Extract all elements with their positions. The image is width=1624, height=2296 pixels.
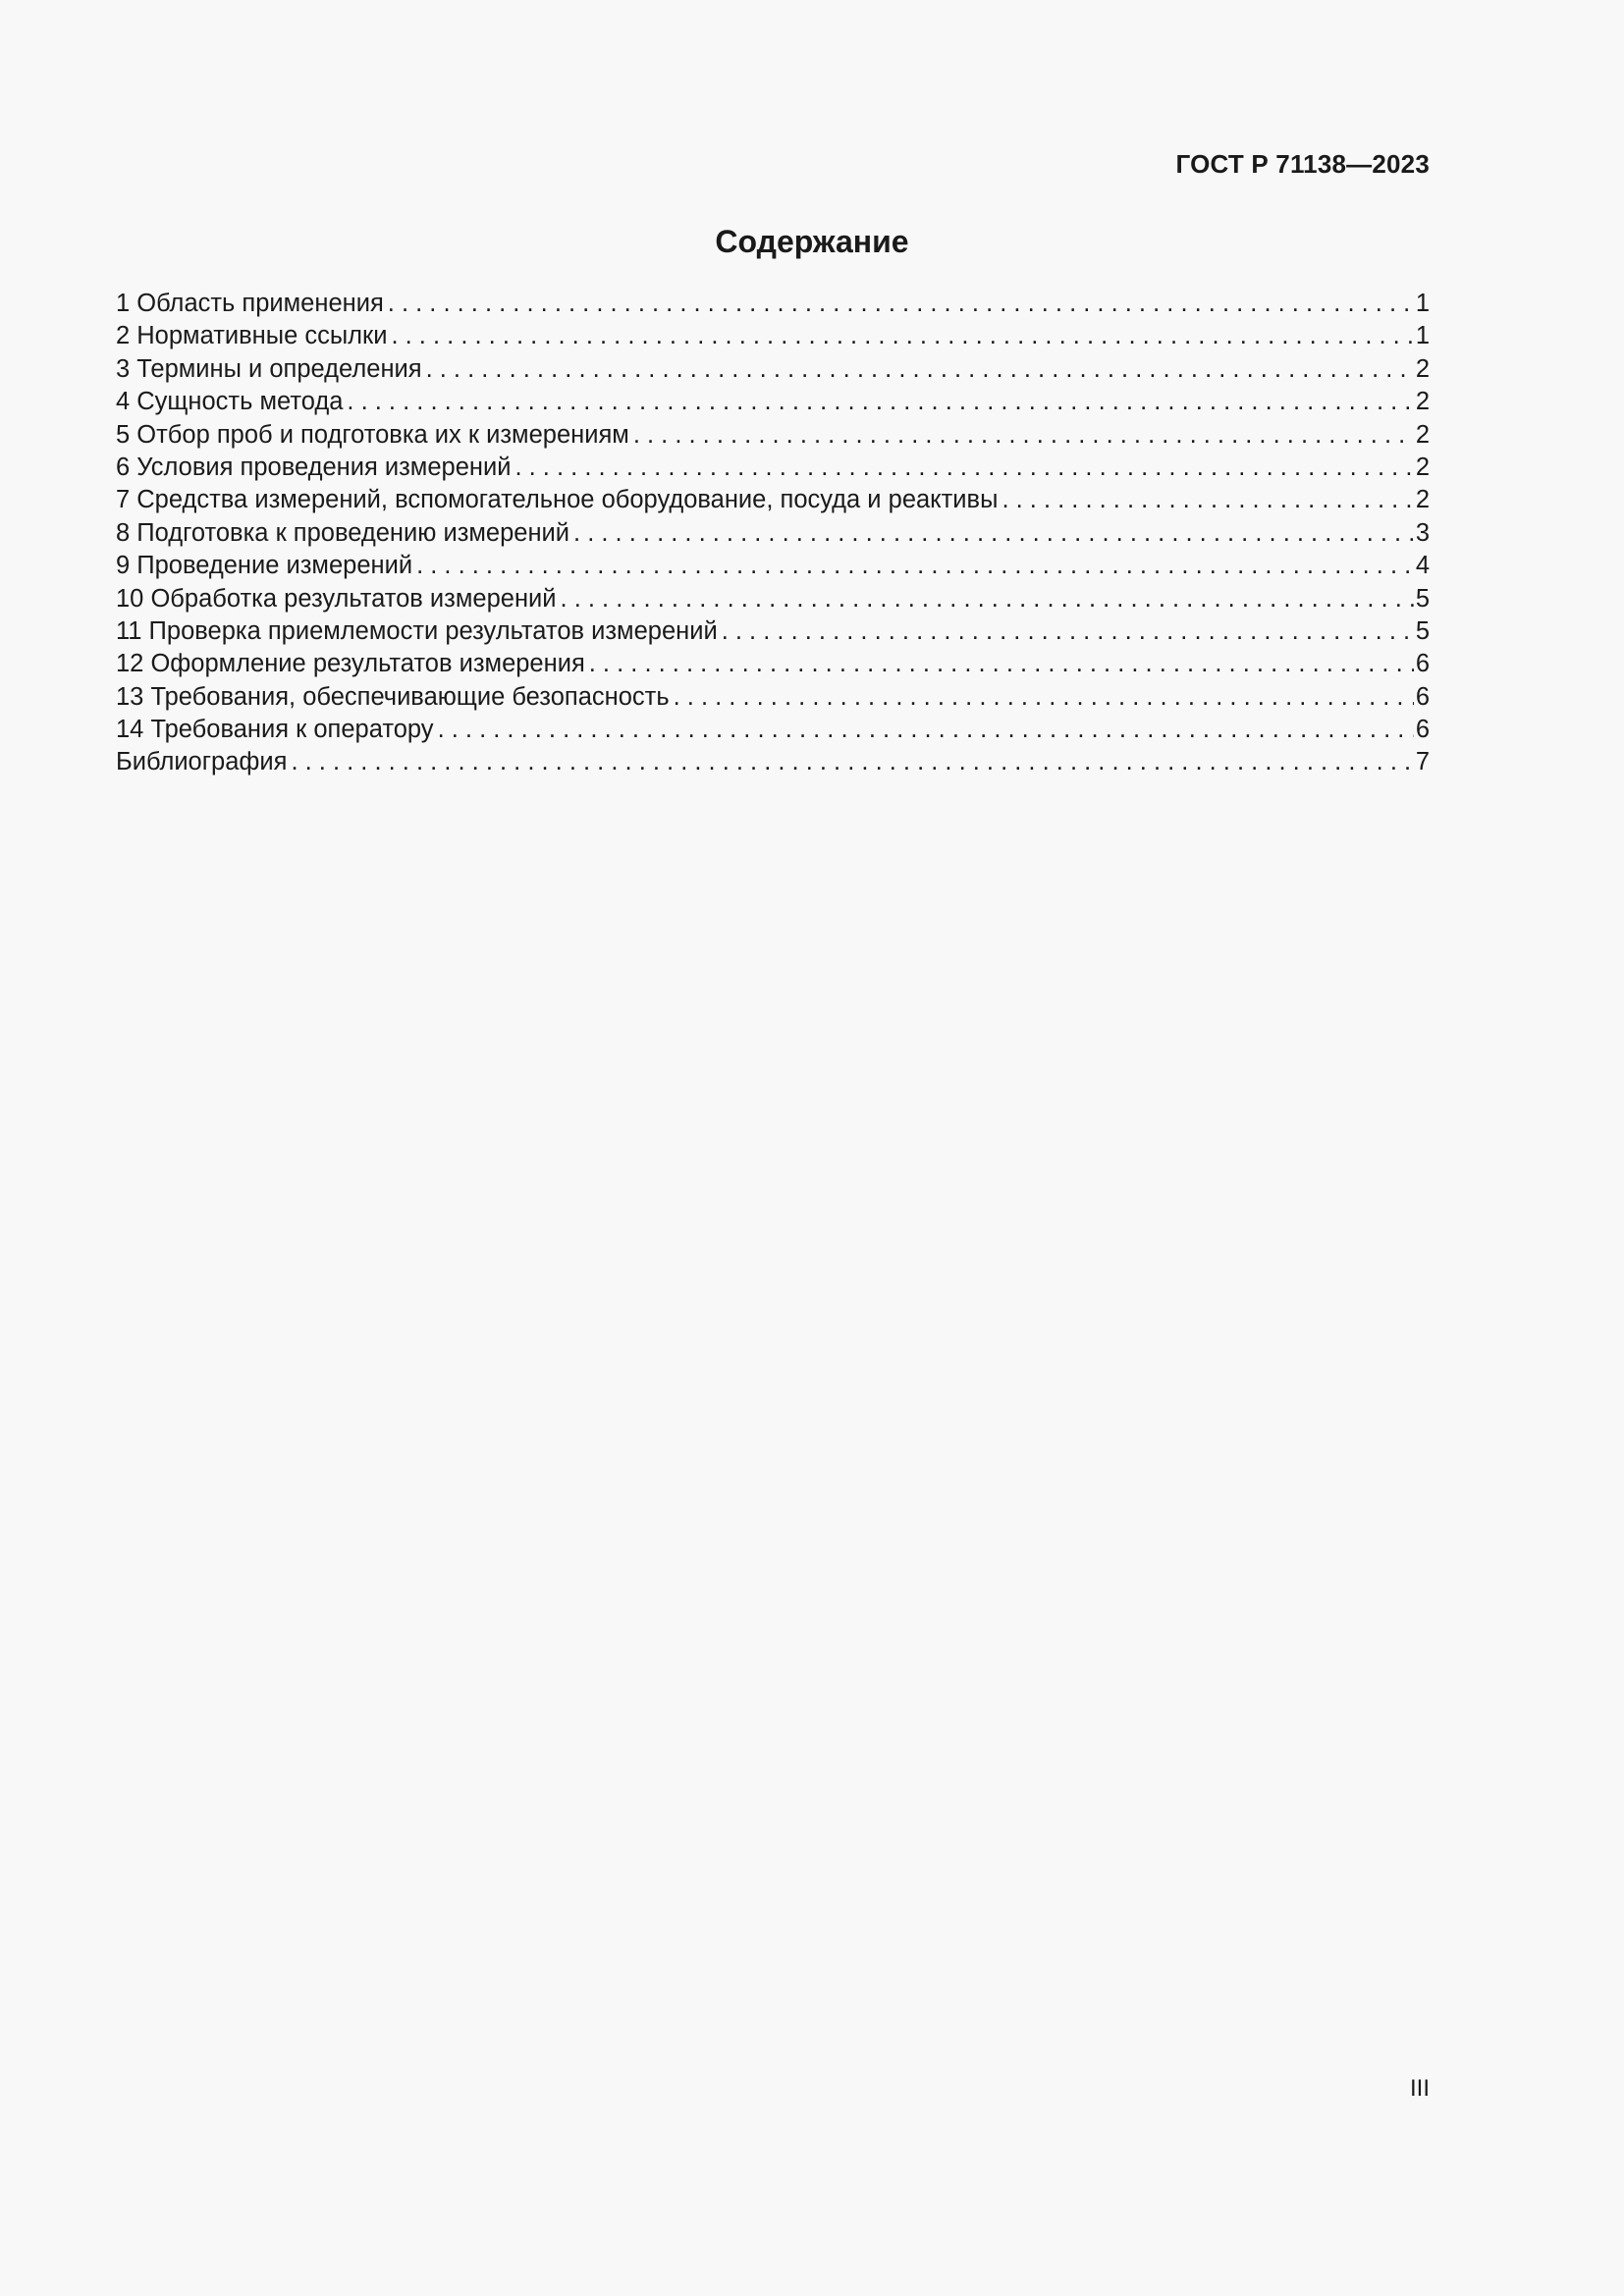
toc-entry-page: 2	[1415, 388, 1430, 416]
toc-entry-text: 2 Нормативные ссылки	[116, 322, 388, 350]
toc-entry-text: 6 Условия проведения измерений	[116, 453, 512, 481]
toc-entry-page: 4	[1415, 552, 1430, 580]
toc-entry-page: 5	[1415, 584, 1430, 613]
toc-entry-method-essence[interactable]	[116, 386, 1430, 418]
toc-entry-conducting-measurements[interactable]	[116, 550, 1430, 582]
toc-entry-page: 2	[1415, 420, 1430, 449]
document-standard-id: ГОСТ Р 71138—2023	[1175, 149, 1430, 179]
toc-dot-leader	[514, 452, 1413, 484]
toc-entry-normative-references[interactable]	[116, 320, 1430, 352]
toc-dot-leader	[391, 320, 1413, 352]
toc-entry-preparation[interactable]	[116, 517, 1430, 550]
toc-dot-leader	[674, 681, 1414, 714]
toc-dot-leader	[438, 714, 1414, 746]
toc-dot-leader	[589, 648, 1414, 680]
toc-entry-text: 3 Термины и определения	[116, 354, 422, 383]
toc-entry-page: 6	[1415, 650, 1430, 678]
table-of-contents	[116, 288, 1430, 779]
toc-entry-page: 1	[1415, 322, 1430, 350]
toc-dot-leader	[722, 615, 1414, 648]
toc-dot-leader	[291, 746, 1413, 778]
toc-dot-leader	[416, 550, 1414, 582]
toc-entry-scope[interactable]	[116, 288, 1430, 320]
toc-entry-terms-definitions[interactable]	[116, 353, 1430, 386]
toc-entry-results-registration[interactable]	[116, 648, 1430, 680]
toc-entry-acceptability-check[interactable]	[116, 615, 1430, 648]
toc-entry-text: 9 Проведение измерений	[116, 552, 413, 580]
toc-dot-leader	[573, 517, 1414, 550]
toc-entry-text: 13 Требования, обеспечивающие безопасность	[116, 682, 670, 711]
toc-dot-leader	[347, 386, 1413, 418]
page-number: III	[1409, 2075, 1430, 2102]
toc-entry-safety-requirements[interactable]	[116, 681, 1430, 714]
toc-entry-page: 6	[1415, 682, 1430, 711]
toc-entry-text: 11 Проверка приемлемости результатов измерений	[116, 616, 718, 645]
toc-dot-leader	[1001, 484, 1413, 516]
toc-entry-text: 12 Оформление результатов измерения	[116, 650, 585, 678]
toc-title: Содержание	[715, 224, 909, 259]
toc-entry-text: 8 Подготовка к проведению измерений	[116, 518, 570, 547]
toc-entry-measuring-instruments[interactable]	[116, 484, 1430, 516]
toc-entry-results-processing[interactable]	[116, 583, 1430, 615]
toc-entry-page: 2	[1415, 486, 1430, 514]
toc-entry-measurement-conditions[interactable]	[116, 452, 1430, 484]
toc-entry-text: 10 Обработка результатов измерений	[116, 584, 557, 613]
toc-entry-operator-requirements[interactable]	[116, 714, 1430, 746]
toc-entry-page: 5	[1415, 616, 1430, 645]
toc-entry-page: 2	[1415, 354, 1430, 383]
toc-entry-text: Библиография	[116, 748, 288, 776]
toc-entry-page: 3	[1415, 518, 1430, 547]
toc-entry-text: 14 Требования к оператору	[116, 716, 434, 744]
toc-entry-sampling[interactable]	[116, 419, 1430, 452]
toc-entry-page: 7	[1415, 748, 1430, 776]
toc-entry-page: 2	[1415, 453, 1430, 481]
toc-entry-page: 1	[1415, 290, 1430, 317]
toc-dot-leader	[426, 353, 1414, 386]
toc-entry-bibliography[interactable]	[116, 746, 1430, 778]
toc-dot-leader	[633, 419, 1414, 452]
toc-entry-text: 4 Сущность метода	[116, 388, 344, 416]
toc-entry-text: 1 Область применения	[116, 290, 384, 317]
toc-entry-text: 7 Средства измерений, вспомогательное оборудование, посуда и реактивы	[116, 486, 999, 514]
toc-dot-leader	[388, 288, 1414, 320]
toc-entry-page: 6	[1415, 716, 1430, 744]
toc-entry-text: 5 Отбор проб и подготовка их к измерениям	[116, 420, 629, 449]
toc-dot-leader	[561, 583, 1414, 615]
